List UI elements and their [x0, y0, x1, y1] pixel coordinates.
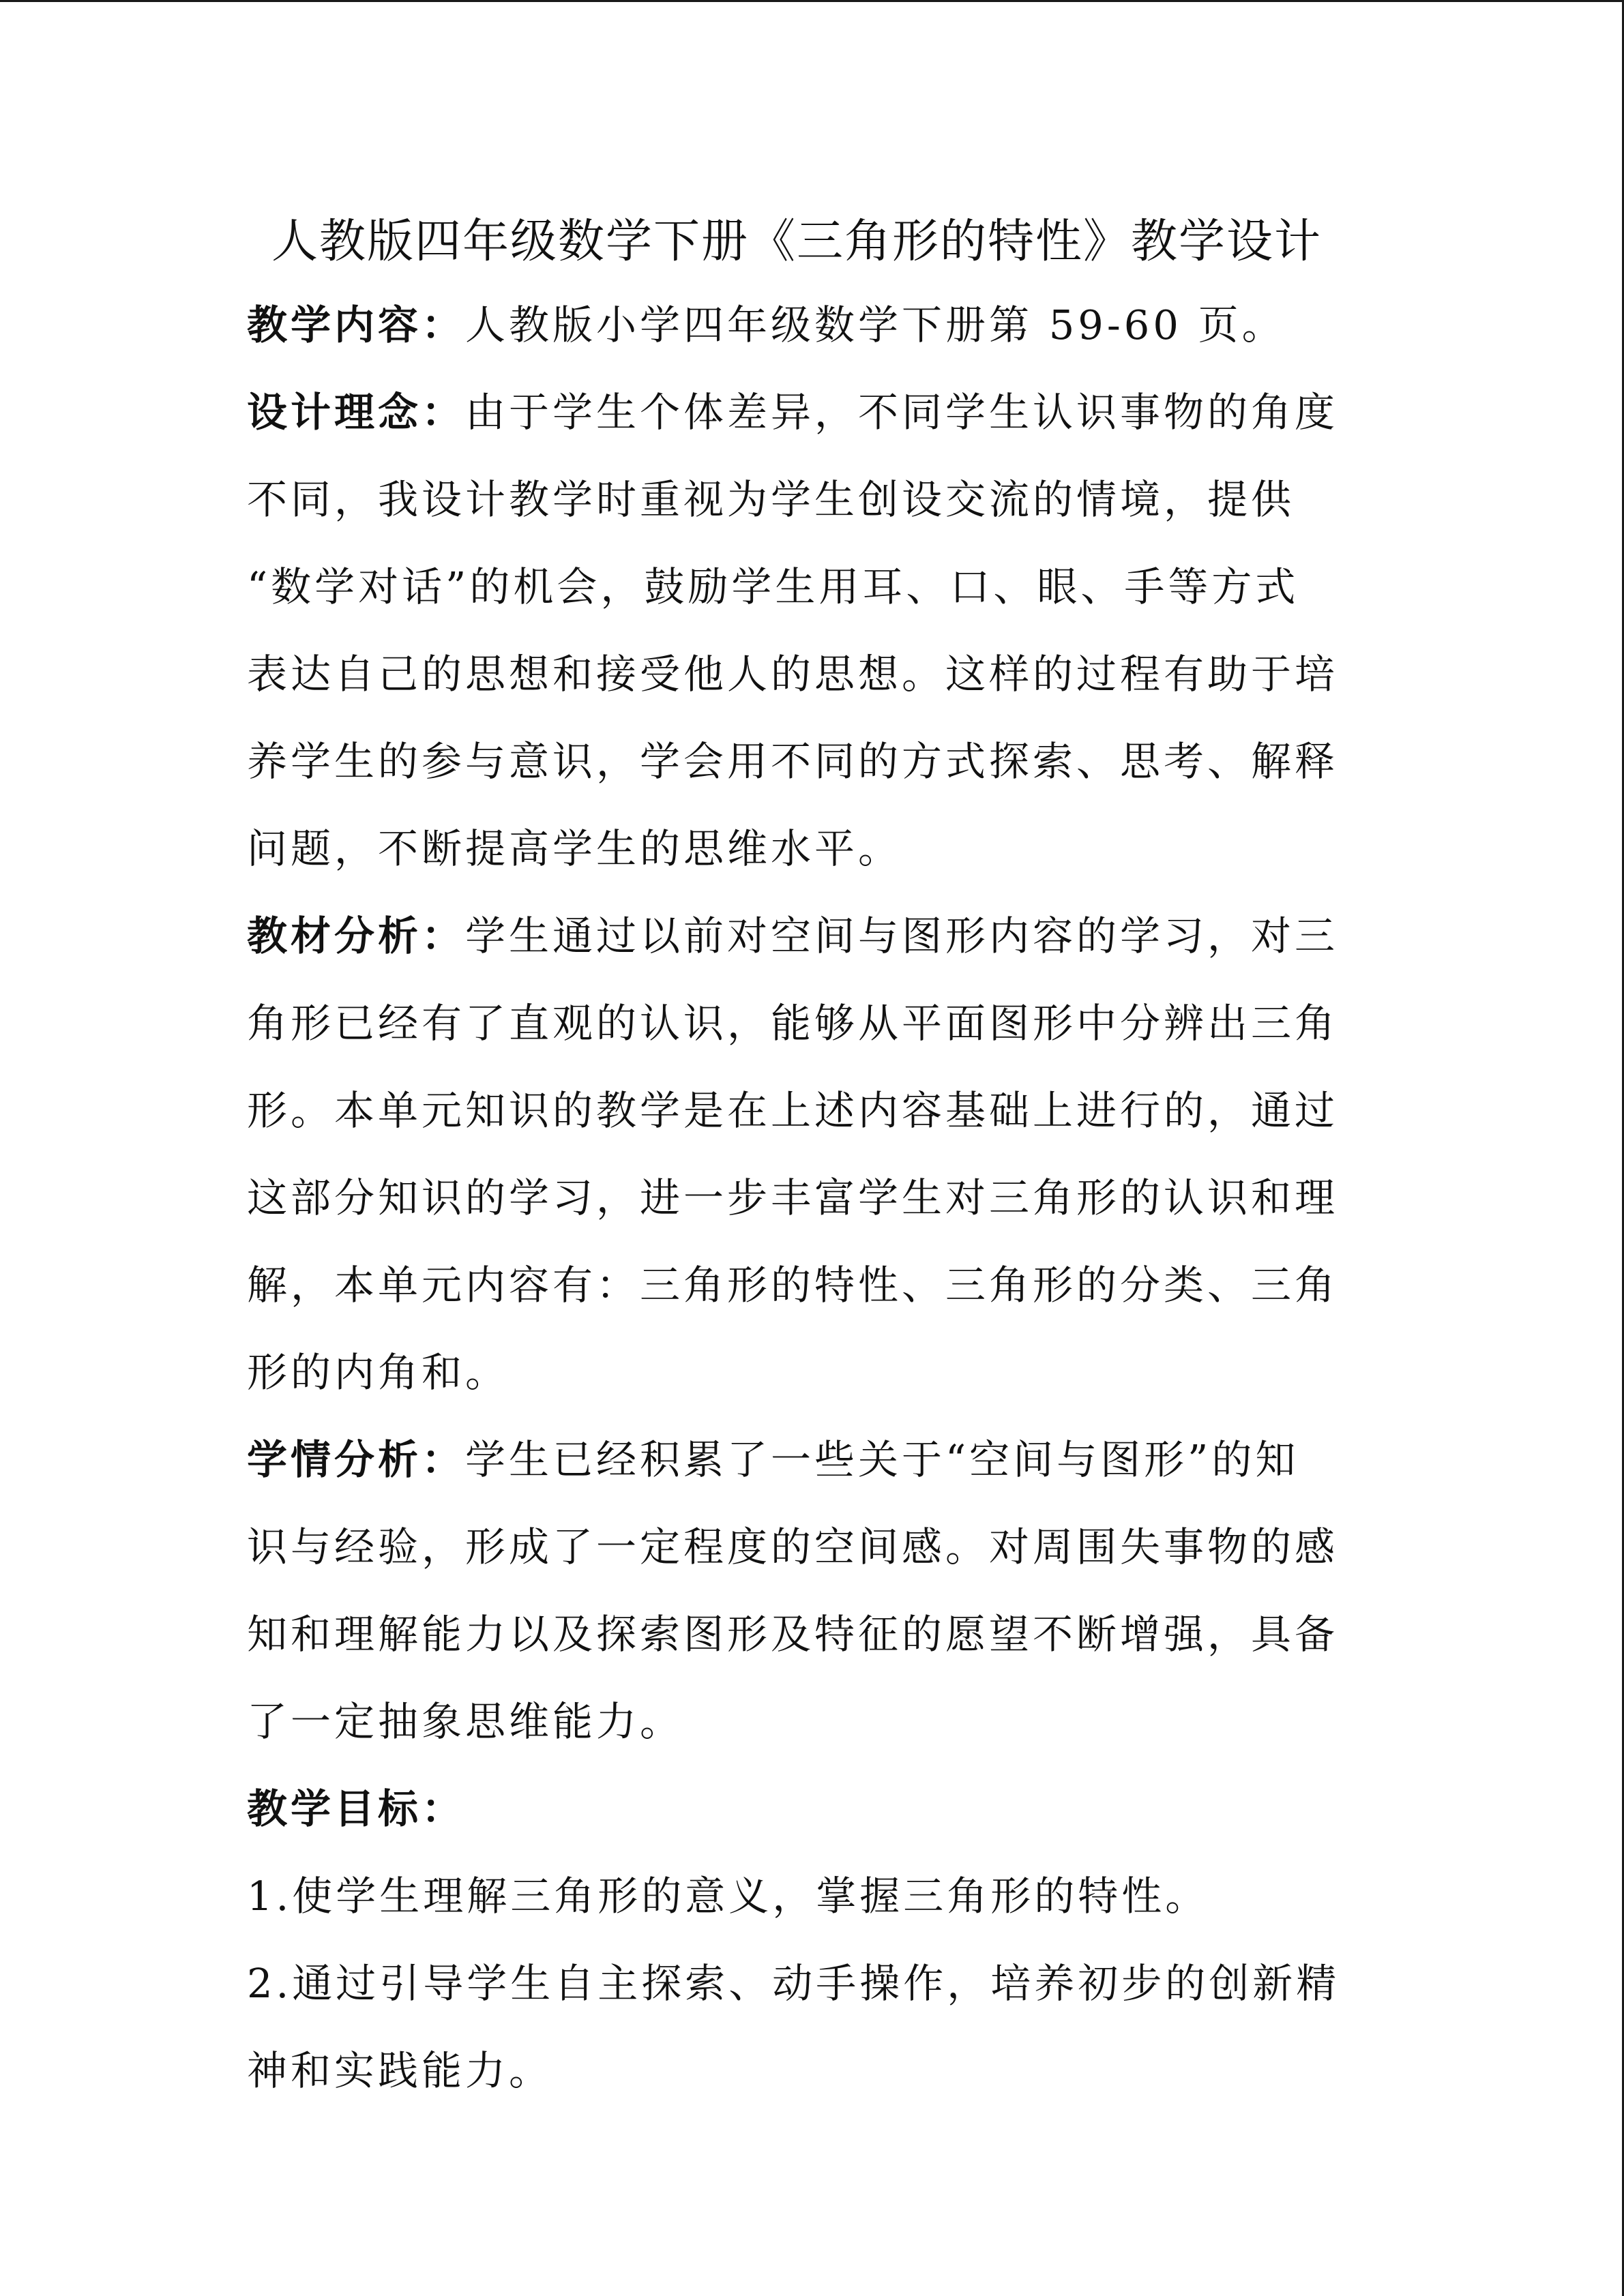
paragraph-line: 形的内角和。	[247, 1349, 510, 1396]
paragraph-line	[247, 282, 1338, 369]
page-border-top	[0, 0, 1624, 2]
paragraph-line: 形。本单元知识的教学是在上述内容基础上进行的，通过	[247, 1087, 1339, 1134]
paragraph-line: 识与经验，形成了一定程度的空间感。对周围失事物的感	[247, 1523, 1339, 1570]
objective-item: 2.通过引导学生自主探索、动手操作，培养初步的创新精	[247, 1960, 1340, 2007]
section-label: 教材分析：	[247, 912, 466, 959]
section-label: 学情分析：	[247, 1436, 466, 1483]
paragraph-text: 学生通过以前对空间与图形内容的学习，对三	[465, 912, 1339, 959]
paragraph-line: 角形已经有了直观的认识，能够从平面图形中分辨出三角	[247, 1000, 1339, 1047]
section-teaching-objectives	[247, 1765, 1338, 2115]
document-title: 人教版四年级数学下册《三角形的特性》教学设计	[271, 215, 1323, 269]
paragraph-line	[247, 1416, 1338, 1504]
paragraph-line: 知和理解能力以及探索图形及特征的愿望不断增强，具备	[247, 1611, 1339, 1658]
objective-item: 1.使学生理解三角形的意义，掌握三角形的特性。	[247, 1873, 1209, 1920]
paragraph-line: “数学对话”的机会，鼓励学生用耳、口、眼、手等方式	[247, 563, 1299, 610]
paragraph-line: 问题，不断提高学生的思维水平。	[247, 825, 902, 872]
section-teaching-content	[247, 282, 1338, 369]
section-material-analysis	[247, 893, 1338, 1416]
section-label: 教学内容：	[247, 301, 466, 348]
document-body	[247, 282, 1338, 2115]
paragraph-text: 由于学生个体差异，不同学生认识事物的角度	[465, 389, 1339, 436]
paragraph-line	[247, 1765, 1338, 1853]
paragraph-line	[247, 369, 1338, 456]
section-label: 教学目标：	[247, 1785, 466, 1832]
paragraph-line: 解，本单元内容有：三角形的特性、三角形的分类、三角	[247, 1262, 1339, 1309]
section-design-concept	[247, 369, 1338, 893]
objective-item-continuation: 神和实践能力。	[247, 2047, 553, 2094]
paragraph-text: 学生已经积累了一些关于“空间与图形”的知	[465, 1436, 1299, 1483]
paragraph-line	[247, 893, 1338, 980]
paragraph-text: 人教版小学四年级数学下册第 59-60 页。	[465, 301, 1286, 348]
paragraph-line: 养学生的参与意识，学会用不同的方式探索、思考、解释	[247, 738, 1339, 785]
section-label: 设计理念：	[247, 389, 466, 436]
paragraph-line: 了一定抽象思维能力。	[247, 1698, 684, 1745]
paragraph-line: 不同，我设计教学时重视为学生创设交流的情境，提供	[247, 476, 1295, 523]
paragraph-line: 这部分知识的学习，进一步丰富学生对三角形的认识和理	[247, 1174, 1339, 1221]
paragraph-line: 表达自己的思想和接受他人的思想。这样的过程有助于培	[247, 651, 1339, 698]
section-student-analysis	[247, 1416, 1338, 1765]
